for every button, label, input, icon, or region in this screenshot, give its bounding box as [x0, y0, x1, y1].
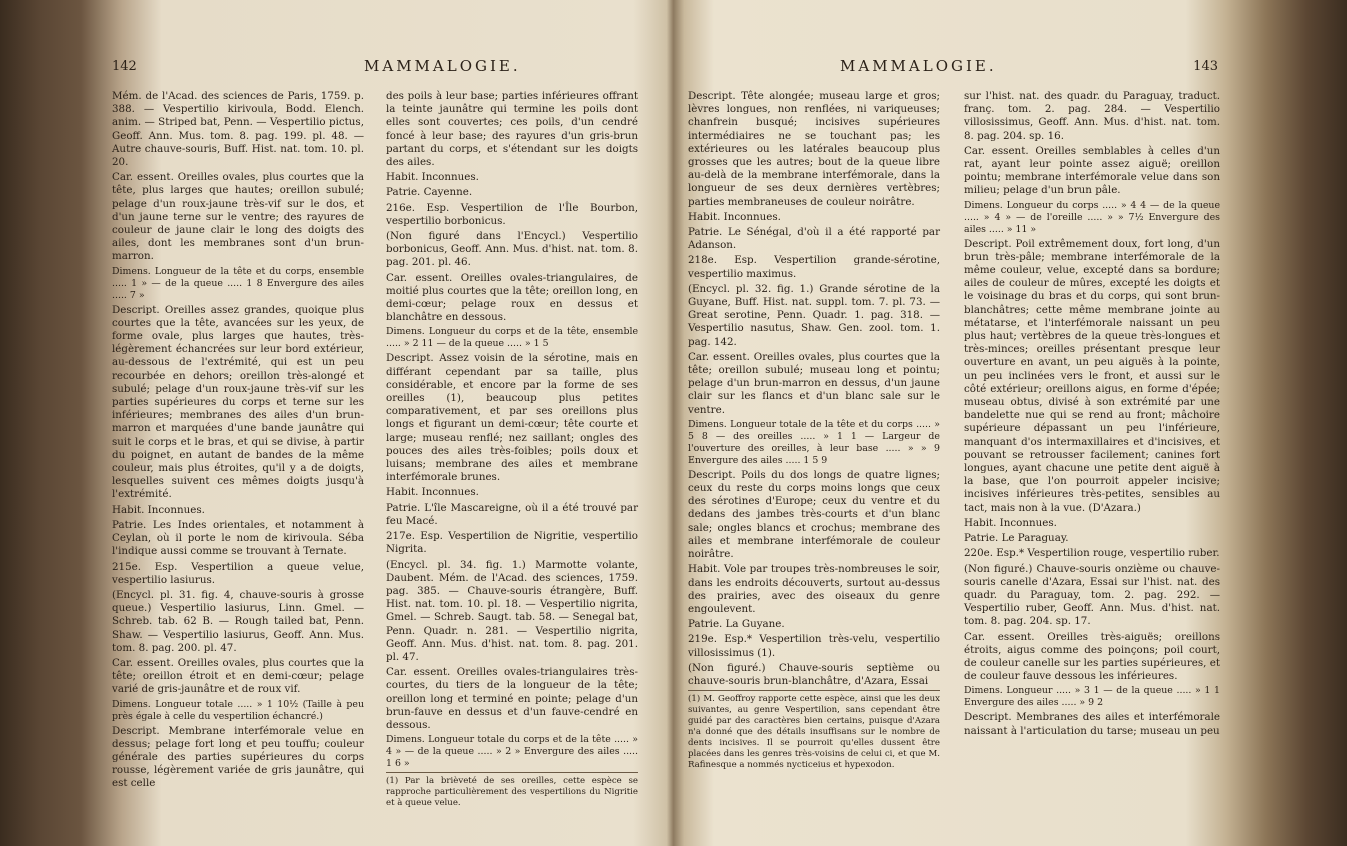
paragraph: Descript. Assez voisin de la sérotine, mais en différant cependant par sa taille, plus considérable, et encore par la forme de ses oreilles (1), beaucoup plus petites comparativement, et par ses oreillons plus longs et figurant un demi-cœur; tête courte et large; museau renflé; nez saillant; ongles des pouces des ailes très-foibles; poils doux et luisans; membrane des ailes et membrane interfémorale brunes.	[386, 352, 638, 484]
column-left-1	[112, 90, 364, 793]
column-right-2	[964, 90, 1220, 740]
paragraph: (Non figuré.) Chauve-souris onzième ou chauve-souris canelle d'Azara, Essai sur l'hist. nat. des quadr. du Paraguay, tom. 2. pag. 292. — Vespertilio ruber, Geoff. Ann. Mus. d'hist. nat. tom. 8. pag. 204. sp. 17.	[964, 562, 1220, 628]
paragraph: Descript. Tête alongée; museau large et gros; lèvres longues, non renflées, ni variqueuses; chanfrein busqué; incisives supérieures intermédiaires ne se touchant pas; les extérieures ou les latérales beaucoup plus grosses que les autres; bout de la queue libre au-delà de la membrane interfémorale, dans la longueur de ses deux dernières vertèbres; parties membraneuses de couleur noirâtre.	[688, 90, 940, 208]
paragraph: Descript. Poil extrêmement doux, fort long, d'un brun très-pâle; membrane interfémorale de la même couleur, velue, excepté dans sa bordure; ailes de couleur de mûres, excepté les doigts et le voisinage du bras et du corps, qui sont brun-blanchâtres; cette même membrane jointe au métatarse, et l'interfémorale naissant un peu plus haut; vertèbres de la queue très-longues et très-minces; oreilles présentant presque leur ouverture en avant, un peu aiguës à la pointe, un peu inclinées vers le front, et aussi sur le côté extérieur; oreillons aigus, en forme d'épée; museau obtus, divisé à son extrémité par une bandelette nue qui se rend au front; mâchoire supérieure dépassant un peu l'inférieure, manquant d'os intermaxillaires et d'incisives, et pouvant se retrousser facilement; canines fort longues, ayant chacune une petite dent aiguë à la base, que l'on pourroit appeler incisive; incisives inférieures très-petites, sensibles au tact, mais non à la vue. (D'Azara.)	[964, 237, 1220, 514]
dimensions-table: Dimens. Longueur totale de la tête et du corps ..... » 5 8 — des oreilles ..... » 1 1 — Largeur de l'ouverture des oreilles, à leur base ..... » » 9 Envergure des ailes ..... 1 5 9	[688, 418, 940, 466]
page-number: 143	[1193, 59, 1218, 74]
paragraph: Descript. Membranes des ailes et interfémorale naissant à l'articulation du tarse; museau un peu	[964, 711, 1220, 737]
paragraph: Habit. Inconnues.	[964, 516, 1057, 529]
paragraph: Patrie. Le Sénégal, d'où il a été rapporté par Adanson.	[688, 226, 940, 252]
column-right-1	[688, 90, 940, 773]
paragraph: (Non figuré dans l'Encycl.) Vespertilio borbonicus, Geoff. Ann. Mus. d'hist. nat. tom. 8. pag. 201. pl. 46.	[386, 230, 638, 269]
page-number: 142	[112, 59, 137, 74]
species-heading: 220e. Esp.* Vespertilion rouge, vespertilio ruber.	[964, 547, 1220, 560]
paragraph: Patrie. Le Paraguay.	[964, 532, 1069, 545]
right-page	[672, 57, 1232, 832]
paragraph: Car. essent. Oreilles très-aiguës; oreillons étroits, aigus comme des poinçons; poil court, de couleur canelle sur les parties supérieures, et de couleur fauve dessous les inférieures.	[964, 630, 1220, 683]
paragraph: Descript. Poils du dos longs de quatre lignes; ceux du reste du corps moins longs que ceux des sérotines d'Europe; ceux du ventre et du dedans des jambes très-courts et d'un blanc sale; ongles blancs et crochus; membrane des ailes et membrane interfémorale de couleur noirâtre.	[688, 468, 940, 561]
paragraph: Car. essent. Oreilles ovales-triangulaires très-courtes, du tiers de la longueur de la tête; oreillon long et terminé en pointe; pelage d'un brun-fauve en dessus et d'un fauve-cendré en dessous.	[386, 666, 638, 731]
footnote: (1) M. Geoffroy rapporte cette espèce, ainsi que les deux suivantes, au genre Vespertilion, sans cependant être guidé par des caractères bien certains, puisque d'Azara n'a donné que des détails insuffisans sur le nombre de dents incisives. Il se pourroit qu'elles dussent être placées dans les genres très-voisins de celui ci, et que M. Rafinesque a nommés nycticeius et hypexodon.	[688, 690, 940, 771]
paragraph: Car. essent. Oreilles semblables à celles d'un rat, ayant leur pointe assez aiguë; oreillon pointu; membrane interfémorale velue dans son milieu; pelage d'un brun pâle.	[964, 144, 1220, 197]
paragraph: Habit. Inconnues.	[112, 503, 205, 516]
paragraph: Patrie. Les Indes orientales, et notamment à Ceylan, où il porte le nom de kirivoula. Séba l'indique aussi comme se trouvant à Ternate.	[112, 518, 364, 558]
paragraph: Habit. Inconnues.	[386, 486, 479, 499]
dimensions-table: Dimens. Longueur ..... » 3 1 — de la queue ..... » 1 1 Envergure des ailes ..... » 9 2	[964, 685, 1220, 709]
header-title: MAMMALOGIE.	[840, 57, 997, 75]
paragraph: sur l'hist. nat. des quadr. du Paraguay, traduct. franç. tom. 2. pag. 284. — Vespertilio villosissimus, Geoff. Ann. Mus. d'hist. nat. tom. 8. pag. 204. sp. 16.	[964, 90, 1220, 142]
column-left-2	[386, 90, 638, 811]
paragraph: Mém. de l'Acad. des sciences de Paris, 1759. p. 388. — Vespertilio kirivoula, Bodd. Elench. anim. — Striped bat, Penn. — Vespertilio pictus, Geoff. Ann. Mus. tom. 8. pag. 199. pl. 48. — Autre chauve-souris, Buff. Hist. nat. tom. 10. pl. 20.	[112, 90, 364, 169]
paragraph: Patrie. L'île Mascareigne, où il a été trouvé par feu Macé.	[386, 501, 638, 527]
dimensions-table: Dimens. Longueur totale ..... » 1 10½ (Taille à peu près égale à celle du vespertilion échancré.)	[112, 698, 364, 722]
left-page	[112, 57, 652, 832]
species-heading: 217e. Esp. Vespertilion de Nigritie, vespertilio Nigrita.	[386, 530, 638, 556]
paragraph: (Non figuré.) Chauve-souris septième ou chauve-souris brun-blanchâtre, d'Azara, Essai	[688, 661, 940, 687]
paragraph: Descript. Oreilles assez grandes, quoique plus courtes que la tête, avancées sur les yeux, de forme ovale, plus larges que hautes, très-légèrement échancrées sur leur bord extérieur, au-dessous de l'extrémité, qui est un peu recourbée en dehors; oreillon très-alongé et subulé; pelage d'un roux-jaune très-vif sur les parties supérieures du corps et terne sur les inférieures; membranes des ailes d'un brun-marron et marquées d'une bande jaunâtre qui suit le corps et le bras, et qui se divise, à partir du poignet, en autant de bandes de la même couleur, mais plus étroites, qu'il y a de doigts, lesquelles suivent ces mêmes doigts jusqu'à l'extrémité.	[112, 303, 364, 501]
paragraph: Car. essent. Oreilles ovales-triangulaires, de moitié plus courtes que la tête; oreillon long, en demi-cœur; pelage roux en dessus et blanchâtre en dessous.	[386, 271, 638, 324]
dimensions-table: Dimens. Longueur du corps et de la tête, ensemble ..... » 2 11 — de la queue ..... » 1 5	[386, 326, 638, 350]
paragraph: des poils à leur base; parties inférieures offrant la teinte jaunâtre qui termine les poils dont elles sont couvertes; ces poils, d'un cendré foncé à leur base; des rayures d'un gris-brun partant du corps, et s'étendant sur les doigts des ailes.	[386, 90, 638, 169]
dimensions-table: Dimens. Longueur de la tête et du corps, ensemble ..... 1 » — de la queue ..... 1 8 Envergure des ailes ..... 7 »	[112, 265, 364, 301]
paragraph: Patrie. Cayenne.	[386, 186, 473, 199]
paragraph: Descript. Membrane interfémorale velue en dessus; pelage fort long et peu touffu; couleur générale des parties supérieures du corps rousse, légèrement variée de gris jaunâtre, qui est celle	[112, 724, 364, 790]
paragraph: Habit. Vole par troupes très-nombreuses le soir, dans les endroits découverts, surtout au-dessus des prairies, avec des oiseaux du genre engoulevent.	[688, 563, 940, 615]
paragraph: Car. essent. Oreilles ovales, plus courtes que la tête; oreillon étroit et en demi-cœur; pelage varié de gris-jaunâtre et de roux vif.	[112, 656, 364, 696]
paragraph: (Encycl. pl. 34. fig. 1.) Marmotte volante, Daubent. Mém. de l'Acad. des sciences, 1759. pag. 385. — Chauve-souris étrangère, Buff. Hist. nat. tom. 10. pl. 18. — Vespertilio nigrita, Gmel. — Schreb. Saugt. tab. 58. — Senegal bat, Penn. Quadr. n. 281. — Vespertilio nigrita, Geoff. Ann. Mus. d'hist. nat. tom. 8. pag. 201. pl. 47.	[386, 558, 638, 663]
dimensions-table: Dimens. Longueur du corps ..... » 4 4 — de la queue ..... » 4 » — de l'oreille ..... » » 7½ Envergure des ailes ..... » 11 »	[964, 199, 1220, 235]
paragraph: Patrie. La Guyane.	[688, 618, 785, 631]
species-heading: 218e. Esp. Vespertilion grande-sérotine, vespertilio maximus.	[688, 254, 940, 280]
paragraph: Habit. Inconnues.	[386, 171, 479, 184]
footnote: (1) Par la brièveté de ses oreilles, cette espèce se rapproche particulièrement des vespertilions du Nigritie et à queue velue.	[386, 772, 638, 809]
paragraph: (Encycl. pl. 31. fig. 4, chauve-souris à grosse queue.) Vespertilio lasiurus, Linn. Gmel. — Schreb. tab. 62 B. — Rough tailed bat, Penn. Shaw. — Vespertilio lasiurus, Geoff. Ann. Mus. tom. 8. pag. 200. pl. 47.	[112, 588, 364, 654]
paragraph: Car. essent. Oreilles ovales, plus courtes que la tête, plus larges que hautes; oreillon subulé; pelage d'un roux-jaune très-vif sur le dos, et d'un jaune terne sur le ventre; des rayures de couleur de jaune clair le long des doigts des ailes, dont les membranes sont d'un brun-marron.	[112, 171, 364, 263]
paragraph: Car. essent. Oreilles ovales, plus courtes que la tête; oreillon subulé; museau long et pointu; pelage d'un brun-marron en dessus, d'un jaune clair sur les flancs et d'un blanc sale sur le ventre.	[688, 350, 940, 416]
paragraph: Habit. Inconnues.	[688, 210, 781, 223]
paragraph: (Encycl. pl. 32. fig. 1.) Grande sérotine de la Guyane, Buff. Hist. nat. suppl. tom. 7. pl. 73. — Great serotine, Penn. Quadr. 1. pag. 318. — Vespertilio nasutus, Shaw. Gen. zool. tom. 1. pag. 142.	[688, 282, 940, 348]
dimensions-table: Dimens. Longueur totale du corps et de la tête ..... » 4 » — de la queue ..... » 2 » Envergure des ailes ..... 1 6 »	[386, 734, 638, 770]
header-title: MAMMALOGIE.	[364, 57, 521, 75]
species-heading: 215e. Esp. Vespertilion a queue velue, vespertilio lasiurus.	[112, 560, 364, 586]
species-heading: 219e. Esp.* Vespertilion très-velu, vespertilio villosissimus (1).	[688, 633, 940, 659]
species-heading: 216e. Esp. Vespertilion de l'Île Bourbon, vespertilio borbonicus.	[386, 201, 638, 227]
